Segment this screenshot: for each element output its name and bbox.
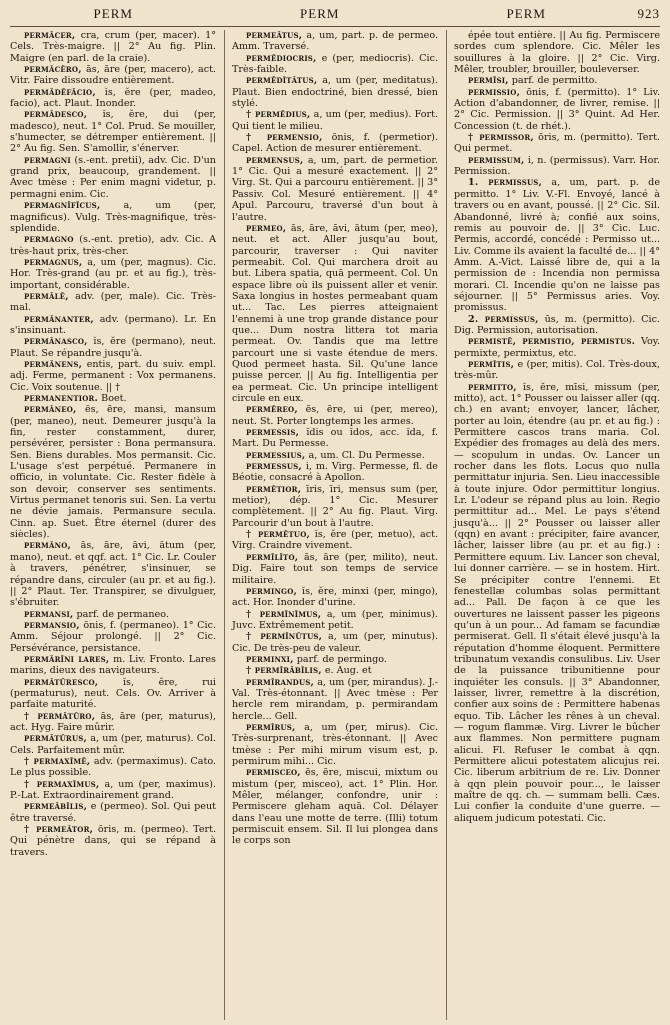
entry-headword: permĕdiocris, (246, 52, 317, 64)
entry-definition: ās, āre (per, maturus), act. Hyg. Faire mûrir. (10, 710, 216, 733)
entry-headword: † permensio, (246, 132, 323, 144)
dictionary-entry (10, 733, 216, 756)
entry-headword: 2. permissus, (468, 313, 539, 325)
columns (10, 30, 660, 1020)
entry-headword: † permaxĭmus, (24, 778, 100, 790)
entry-definition: a, um (per, meditatus). Plaut. Bien endoctriné, bien dressé, bien stylé. (232, 75, 438, 110)
entry-definition: a, um (per, maturus). Col. Cels. Parfaitement mûr. (10, 733, 216, 756)
entry-definition: ōnis, f. (permaneo). 1° Cic. Amm. Séjour prolongé. || 2° Cic. Persévérance, persistance. (10, 619, 216, 654)
dictionary-entry (232, 654, 438, 665)
column-left (10, 30, 216, 1020)
dictionary-entry (10, 109, 216, 154)
entry-headword: permĭtis, (468, 358, 515, 370)
dictionary-entry (10, 801, 216, 824)
entry-definition: ēs, ēre, ui (per, mereo), neut. St. Porter longtemps les armes. (232, 404, 438, 427)
entry-headword: † permaxĭmē, (24, 756, 91, 767)
entry-definition: ōris, m. (permeo). Tert. Qui pénètre dans, qui se répand à travers. (10, 824, 216, 858)
entry-headword: permessius, (246, 449, 306, 461)
entry-definition: parf. de permingo. (296, 653, 387, 665)
dictionary-entry (10, 677, 216, 711)
entry-headword: permālē, (24, 290, 69, 302)
entry-headword: 1. permissus, (468, 177, 543, 189)
entry-headword: permeo, (246, 222, 287, 234)
column-right (446, 30, 660, 1020)
entry-headword: † permĭnĭmus, (246, 608, 322, 620)
page-number: 923 (637, 6, 660, 21)
entry-definition: ĭs, ĕre (per, madeo, facio), act. Plaut. Inonder. (10, 86, 216, 110)
entry-definition: e (permeo). Sol. Qui peut être traversé. (10, 801, 216, 824)
dictionary-entry (10, 30, 216, 64)
entry-headword: † permātūro, (24, 710, 96, 722)
dictionary-entry (232, 427, 438, 450)
dictionary-entry (10, 359, 216, 393)
entry-headword: permagni (24, 154, 71, 166)
entry-headword: permīlĭto, (246, 551, 299, 563)
header-left: PERM (93, 6, 133, 21)
entry-headword: permīsi, (468, 75, 509, 87)
entry-definition: épée tout entière. || Au fig. Permiscere sordes cum splendore. Cic. Mêler les souillures à la gloire. || 2° Cic. Virg. Mêler, troubler, brouiller, bouleverser. (454, 30, 660, 76)
dictionary-entry (232, 484, 438, 529)
dictionary-entry (232, 30, 438, 53)
entry-definition: a, um, part. de permetior. 1° Cic. Qui a mesuré exactement. || 2° Virg. St. Qui a parcouru entièrement. || 3° Passiv. Col. Mesuré entièrement. || 4° Apul. Parcouru, traversé d'un bout à l'autre. (232, 154, 438, 223)
entry-headword: permăcĕro, (24, 64, 82, 76)
entry-headword: † permĕtuo, (246, 529, 311, 541)
dictionary-entry (10, 314, 216, 337)
entry-headword: permărīni lares, (24, 653, 110, 665)
dictionary-entry (454, 314, 660, 337)
entry-headword: permăno, (24, 540, 72, 552)
entry-definition: cra, crum (per, macer). 1° Cels. Très-maigre. || 2° Au fig. Plin. Maigre (en parl. de la craie). (10, 30, 216, 64)
entry-headword: permĕreo, (246, 404, 298, 416)
entry-headword: permansi, (24, 608, 74, 620)
entry-headword: permissum, (468, 154, 525, 166)
entry-headword: † permissor, (468, 132, 534, 144)
entry-definition: adv. (permaximus). Cato. Le plus possible. (10, 756, 216, 779)
dictionary-entry (10, 200, 216, 234)
entry-definition: a, um (per, mirandus). J.-Val. Très-étonnant. || Avec tmèse : Per hercle rem mirandam, p. permirandam hercle... Gell. (232, 676, 438, 722)
dictionary-entry (454, 75, 660, 86)
entry-headword: permātūresco, (24, 676, 99, 688)
dictionary-entry (10, 824, 216, 858)
entry-headword: permīrandus, (246, 676, 315, 688)
entry-definition: ēs, ēre, miscui, mixtum ou mistum (per, misceo), act. 1° Plin. Hor. Mêler, mélanger, confondre, unir : Permiscere gleham aquā. Col. Délayer dans l'eau une motte de terre. (Illi) totum permiscuit ensem. Sil. Il lui plongea dans le corps son (232, 767, 438, 847)
entry-definition: ĭs, ĕre, mīsi, missum (per, mitto), act. 1° Pousser ou laisser aller (qq. ch.) en avant; envoyer, lancer, lâcher, porter au loin, étendre (au pr. et au fig.) : Permittere cascos trans maria. Col. Expédier des fromages au delà des mers. — scopulum in undas. Ov. Lancer un rocher dans les flots. Locus quo nulla permittatur injuria. Sen. Lieu inaccessible à toute injure. Odor permittitur longius. Lr. L'odeur se répand plus au loin. Regio permittitur ad... Mel. Le pays s'étend jusqu'à... || 2° Pousser ou laisser aller (qqn) en avant : précipiter, faire avancer, lâcher, laisser libre (au pr. et au fig.) : Permittere equum. Liv. Lancer son cheval, lui donner carrière. — se in hostem. Hirt. Se précipiter contre l'ennemi. Et fenestellæ columbas solas permittant ad... Pall. De façon à ce que les ouvertures ne laissent passer les pigeons qu'un à un pour... Ad famam se facundiæ permiserat. Gell. Il s'était élevé jusqu'à la réputation d'homme éloquent. Permittere tribunatum vexandis consulibus. Liv. User de la puissance tribunitienne pour inquiéter les consuls. || 3° Abandonner, laisser, livrer, remettre à la discrétion, confier aux soins de : Permittere habenas equo. Tib. Lâcher les rênes à un cheval. — rogum flammæ. Virg. Livrer le bûcher aux flammes. Non permittere pugnam alicui. Fl. Refuser le combat à qqn. Permittere alicui potestatem alicujus rei. Cic. liberum arbitrium de re. Liv. Donner à qqn plein pouvoir pour..., le laisser maître de qq. ch. — summam belli. Cæs. Lui confier la conduite d'une guerre. — aliquem judicum potestati. Cic. (454, 381, 660, 824)
entry-definition: ōnis, f. (permitto). 1° Liv. Action d'abandonner, de livrer, remise. || 2° Cic. Permission. || 3° Quint. Ad Her. Concession (t. de rhét.). (454, 86, 660, 132)
dictionary-entry (10, 540, 216, 608)
entry-definition: ĭs, ĕre (permano), neut. Plaut. Se répandre jusqu'à. (10, 336, 216, 359)
dictionary-entry (454, 155, 660, 178)
entry-definition: a, um (per, mirus). Cic. Très-surprenant, très-étonnant. || Avec tmèse : Per mihi mirum visum est, p. permirum mihi... Cic. (232, 721, 438, 767)
entry-headword: permitto, (468, 381, 517, 393)
dictionary-entry (232, 450, 438, 461)
entry-headword: permeābĭlis, (24, 801, 88, 813)
dictionary-entry (10, 64, 216, 87)
entry-headword: † permĕdius, (246, 109, 311, 121)
entry-headword: † permĭnūtus, (246, 631, 323, 643)
dictionary-entry (232, 529, 438, 552)
header-center: PERM (300, 6, 340, 21)
entry-definition: a, um. Cl. Du Permesse. (308, 449, 425, 461)
entry-definition: ās, āre, āvi, ātum (per, meo), neut. et act. Aller jusqu'au bout, parcourir, traverser : Qui naviter permeabit. Col. Qui marchera droit au but. Libera spatia, quā permeent. Col. Un espace libre où ils puissent aller et venir. Saxa longius in hostes permeabant quam ut... Tac. Les pierres atteignaient l'ennemi à une trop grande distance pour que... Dum nostra littera tot maria permeat. Ov. Tandis que ma lettre parcourt une si vaste étendue de mers. Quod permeet hasta. Sil. Qu'une lance puisse percer. || Au fig. Intelligentia per ea permeat. Cic. Un principe intelligent circule en eux. (232, 222, 438, 404)
dictionary-entry (10, 336, 216, 359)
entry-definition: ĭdis ou ĭdos, acc. ĭda, f. Mart. Du Permesse. (232, 427, 438, 450)
entry-headword: permeātus, (246, 30, 303, 41)
dictionary-entry (454, 359, 660, 382)
entry-definition: a, um (per, maximus). P.-Lat. Extraordinairement grand. (10, 778, 216, 802)
entry-definition: a, um (per, magnificus). Vulg. Très-magnifique, très-splendide. (10, 200, 216, 234)
entry-definition: ĭs, ĕre (per, metuo), act. Virg. Craindre vivement. (232, 529, 438, 552)
entry-headword: permăcer, (24, 30, 76, 41)
dictionary-entry (10, 87, 216, 110)
entry-definition: a, um (per, magnus). Cic. Hor. Très-grand (au pr. et au fig.), très-important, considérable. (10, 256, 216, 291)
entry-definition: Voy. permixte, permixtus, etc. (454, 336, 660, 359)
dictionary-entry (454, 132, 660, 155)
entry-definition: Boet. (101, 393, 127, 404)
entry-definition: adv. (per, male). Cic. Très-mal. (10, 290, 216, 314)
entry-definition: parf. de permaneo. (76, 608, 169, 620)
entry-definition: ĭs, ĕre, minxi (per, mingo), act. Hor. Inonder d'urine. (232, 585, 438, 609)
dictionary-entry (10, 779, 216, 802)
running-header (10, 6, 660, 27)
dictionary-entry (454, 177, 660, 313)
column-middle (224, 30, 438, 1020)
entry-definition: entis, part. du suiv. empl. adj. Ferme, permanent : Vox permanens. Cic. Voix soutenue. || † (10, 358, 216, 393)
entry-headword: permădesco, (24, 109, 88, 121)
entry-definition: e. Aug. et (324, 665, 372, 677)
entry-definition: ūs, m. (permitto). Cic. Dig. Permission, autorisation. (454, 313, 660, 336)
dictionary-entry (10, 257, 216, 291)
dictionary-entry (232, 109, 438, 132)
entry-headword: permăneo, (24, 404, 77, 416)
dictionary-entry (232, 155, 438, 223)
dictionary-entry (232, 75, 438, 109)
entry-headword: permagnus, (24, 256, 83, 268)
entry-definition: e (per, mediocris). Cic. Très-faible. (232, 52, 438, 76)
entry-definition: adv. (permano). Lr. En s'insinuant. (10, 313, 216, 336)
entry-headword: permīrus, (246, 721, 296, 733)
dictionary-entry (232, 404, 438, 427)
entry-definition: ĭs, ĕre, dui (per, madesco), neut. 1° Col. Prud. Se mouiller, s'humecter, se détremper entièrement. || 2° Au fig. Sen. S'amollir, s'énerver. (10, 109, 216, 155)
entry-definition: ōris, m. (permitto). Tert. Qui permet. (454, 132, 660, 155)
entry-definition: (s.-ent. pretio), adv. Cic. A très-haut prix, très-cher. (10, 234, 216, 257)
dictionary-entry (232, 53, 438, 76)
entry-headword: permātūrus, (24, 733, 88, 745)
entry-headword: permansio, (24, 619, 80, 631)
entry-definition: ēs, ēre, mansi, mansum (per, maneo), neut. Demeurer jusqu'à la fin, rester constamment, durer, persévérer, persister : Bona permansura. Sen. Biens durables. Mos permansit. Cic. L'usage s'est perpétué. Permanere in officio, in voluntate. Cic. Rester fidèle à son devoir, conserver ses sentiments. Virtus permanet tenoris sui. Sen. La vertu ne dévie jamais. Permansure secula. Cinn. ap. Suet. Être éternel (durer des siècles). (10, 404, 216, 541)
dictionary-entry (10, 756, 216, 779)
dictionary-entry (10, 620, 216, 654)
entry-definition: i, m. Virg. Permesse, fl. de Béotie, consacré à Apollon. (232, 461, 438, 484)
dictionary-entry (10, 609, 216, 620)
dictionary-entry (454, 336, 660, 359)
dictionary-entry (10, 404, 216, 540)
entry-definition: m. Liv. Fronto. Lares marins, dieux des navigateurs. (10, 653, 216, 677)
entry-headword: † permeātor, (24, 824, 94, 836)
entry-headword: permănasco, (24, 336, 88, 348)
dictionary-entry (232, 552, 438, 586)
dictionary-entry (10, 291, 216, 314)
dictionary-entry (454, 382, 660, 824)
entry-headword: permissio, (468, 86, 521, 98)
dictionary-entry (454, 30, 660, 75)
entry-headword: permănens, (24, 358, 83, 370)
entry-definition: ās, āre (per, milito), neut. Dig. Faire tout son temps de service militaire. (232, 551, 438, 586)
dictionary-entry (232, 722, 438, 767)
entry-headword: permĕdĭtātus, (246, 75, 318, 87)
dictionary-entry (232, 767, 438, 846)
entry-headword: permagnĭfĭcus, (24, 200, 101, 212)
dictionary-entry (10, 234, 216, 257)
dictionary-entry (10, 711, 216, 734)
entry-definition: ās, āre, āvi, ātum (per, mano), neut. et qqf. act. 1° Cic. Lr. Couler à travers, pénétrer, s'insinuer, se répandre dans, circuler (au pr. et au fig.). || 2° Plaut. Ter. Transpirer, se divulguer, s'ébruiter. (10, 540, 216, 609)
entry-definition: a, um, part. p. de permitto. 1° Liv. V.-Fl. Envoyé, lancé à travers ou en avant, poussé. || 2° Cic. Sil. Abandonné, livré à; confié aux soins, remis au pouvoir de. || 3° Cic. Luc. Permis, accordé, concédé : Permisso ut... Liv. Comme ils avaient la faculté de... || 4° Amm. A.-Vict. Laissé libre de, qui a la permission de : Incendia non permissa morari. Cl. Incendie qu'on ne laisse pas séjourner. || 5° Permissus aries. Voy. promissus. (454, 177, 660, 314)
entry-definition: a, um (per, minimus). Juvc. Extrêmement petit. (232, 608, 438, 631)
dictionary-entry (232, 677, 438, 722)
header-right: PERM (506, 6, 546, 21)
entry-definition: ās, āre (per, macero), act. Vitr. Faire dissoudre entièrement. (10, 64, 216, 87)
entry-headword: † permīrābĭlis, (246, 665, 322, 677)
dictionary-entry (232, 223, 438, 405)
entry-definition: īris, īri, mensus sum (per, metior), dép. 1° Cic. Mesurer complètement. || 2° Au fig. Plaut. Virg. Parcourir d'un bout à l'autre. (232, 483, 438, 529)
entry-definition: a, um (per, minutus). Cic. De très-peu de valeur. (232, 631, 438, 654)
entry-headword: permădĕfăcio, (24, 86, 96, 98)
dictionary-entry (232, 586, 438, 609)
entry-headword: perminxi, (246, 653, 294, 665)
entry-headword: permanentior. (24, 393, 99, 404)
entry-headword: permensus, (246, 154, 304, 166)
dictionary-entry (232, 461, 438, 484)
entry-headword: permingo, (246, 585, 298, 597)
dictionary-entry (10, 393, 216, 404)
entry-headword: permessis, (246, 427, 300, 439)
dictionary-entry (232, 132, 438, 155)
entry-definition: a, um (per, medius). Fort. Qui tient le milieu. (232, 109, 438, 132)
dictionary-entry (10, 155, 216, 200)
dictionary-entry (232, 609, 438, 632)
dictionary-entry (454, 87, 660, 132)
entry-definition: (s.-ent. pretii), adv. Cic. D'un grand prix, beaucoup, grandement. || Avec tmèse : Per enim magni videtur, p. permagni enim. Cic. (10, 154, 216, 200)
dictionary-entry (232, 665, 438, 676)
dictionary-entry (10, 654, 216, 677)
entry-definition: ōnis, f. (permetior). Capel. Action de mesurer entièrement. (232, 132, 438, 155)
entry-headword: permētior, (246, 483, 302, 495)
entry-definition: a, um, part. p. de permeo. Amm. Traversé. (232, 30, 438, 53)
entry-headword: permagno (24, 234, 74, 246)
entry-definition: parf. de permitto. (511, 75, 598, 87)
entry-headword: permessus, (246, 461, 302, 473)
entry-headword: permisceo, (246, 767, 301, 779)
entry-definition: e (per, mitis). Col. Très-doux, très-mûr. (454, 358, 660, 382)
entry-definition: i, n. (permissus). Varr. Hor. Permission. (454, 154, 660, 178)
entry-definition: ĭs, ĕre, rui (permaturus), neut. Cels. Ov. Arriver à parfaite maturité. (10, 676, 216, 711)
entry-headword: permănanter, (24, 313, 94, 325)
dictionary-entry (232, 631, 438, 654)
entry-headword: permistē, permistio, permistus. (468, 336, 636, 348)
